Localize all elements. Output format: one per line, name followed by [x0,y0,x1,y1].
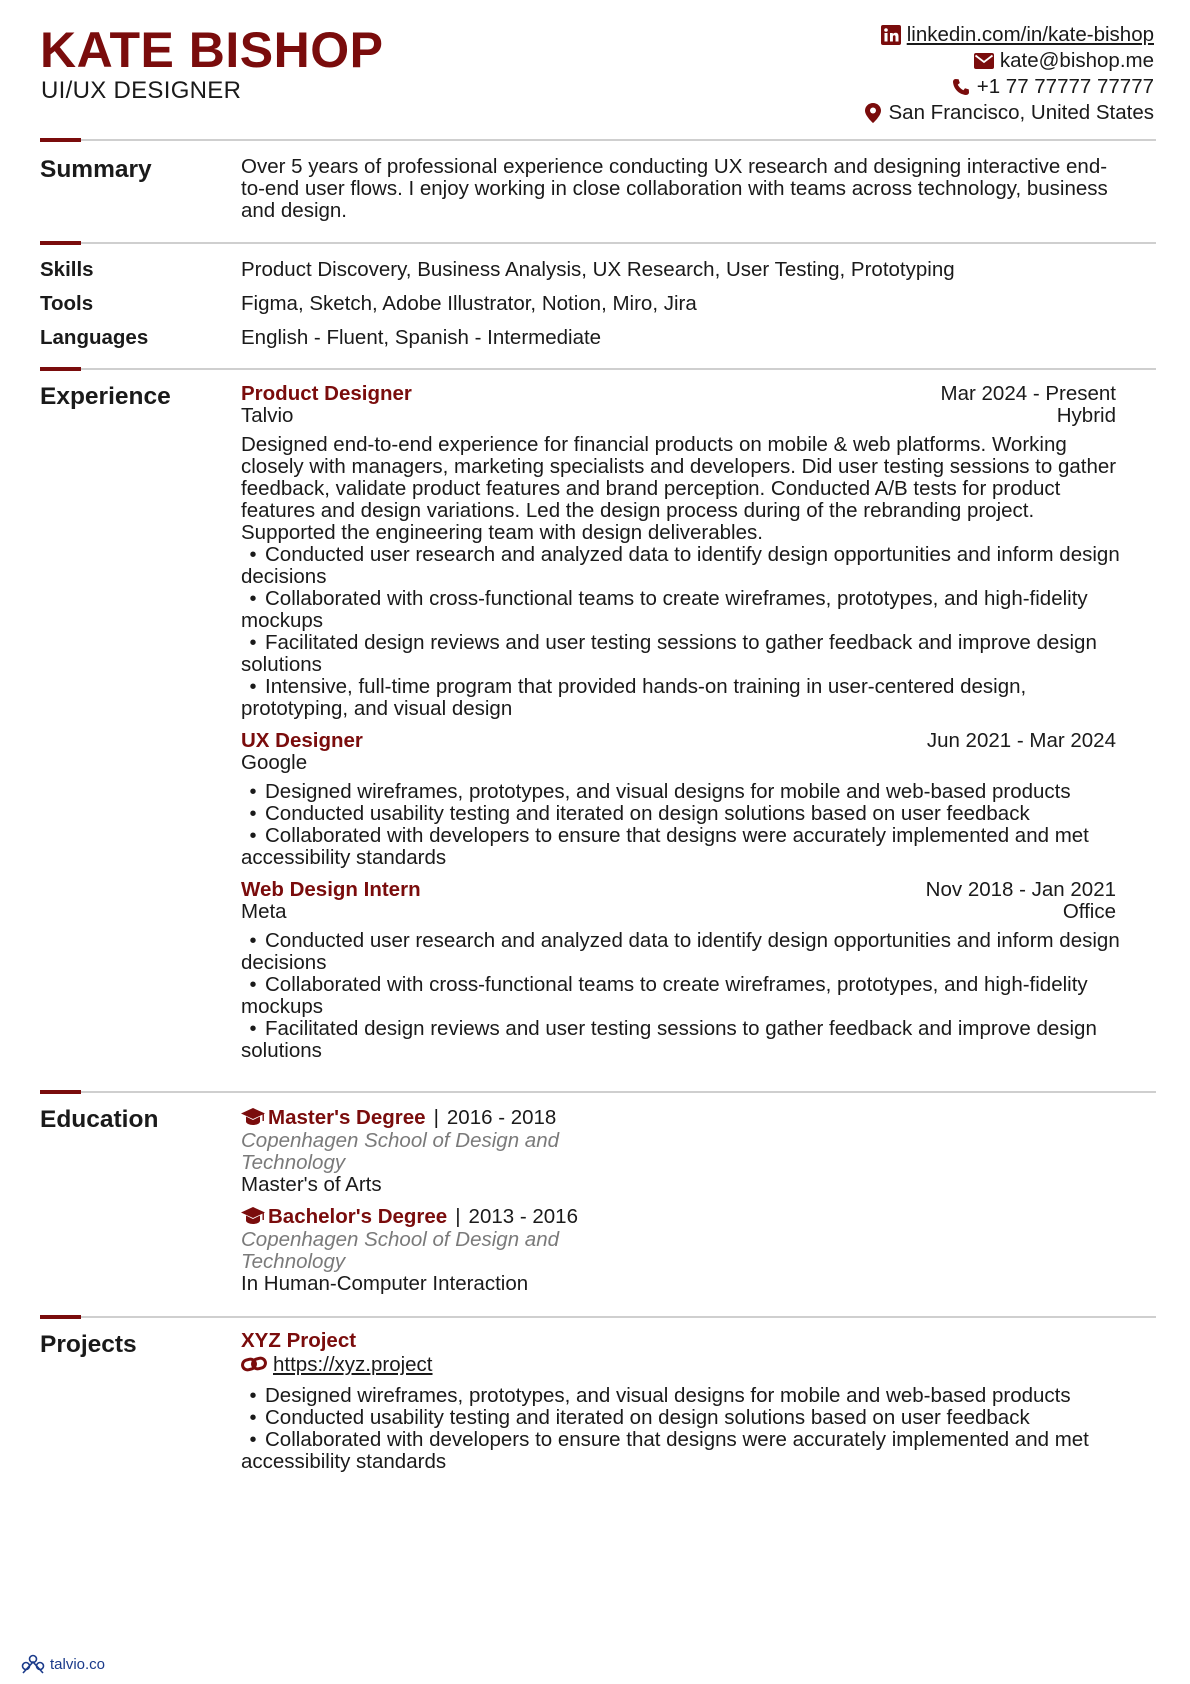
job-entry [241,730,1156,869]
project-bullet: • Collaborated with developers to ensure that designs were accurately implemented and met accessibility standards [241,1429,1156,1473]
job-title: Product Designer [241,382,412,405]
project-link-row [241,1352,1156,1378]
education-section [40,1091,1156,1311]
degree-title: Bachelor's Degree [268,1205,448,1228]
section-divider [40,139,1156,141]
education-entry [241,1205,1156,1295]
job-bullet: • Conducted usability testing and iterated on design solutions based on user feedback [241,803,1156,825]
job-date: Jun 2021 - Mar 2024 [926,729,1116,752]
languages-label: Languages [40,326,149,349]
project-name: XYZ Project [241,1329,357,1352]
location-pin-icon [863,103,883,123]
degree-field: Master's of Arts [241,1173,382,1196]
footer-brand-text: talvio.co [50,1655,106,1673]
contact-list [863,22,1155,126]
job-bullet: • Designed wireframes, prototypes, and visual designs for mobile and web-based products [241,781,1156,803]
degree-field: In Human-Computer Interaction [241,1272,529,1295]
candidate-role: UI/UX DESIGNER [41,77,242,104]
footer-brand[interactable] [20,1653,105,1675]
job-bullet: • Collaborated with cross-functional teams to create wireframes, prototypes, and high-fidelity mockups [241,588,1156,632]
tools-label: Tools [40,292,94,315]
education-entry [241,1106,1156,1196]
tools-row [40,292,1156,318]
education-title: Education [40,1106,159,1133]
degree-separator: | [433,1106,439,1129]
talvio-logo-icon [20,1653,46,1675]
resume-header [40,22,1154,132]
linkedin-link[interactable]: linkedin.com/in/kate-bishop [906,23,1154,46]
section-divider [40,1091,1156,1093]
envelope-icon [974,51,994,71]
job-location: Hybrid [1056,404,1116,427]
location-text: San Francisco, United States [888,101,1154,124]
job-company: Google [241,751,308,774]
job-date: Nov 2018 - Jan 2021 [925,878,1116,901]
job-bullet: • Conducted user research and analyzed data to identify design opportunities and inform design decisions [241,544,1156,588]
experience-title: Experience [40,383,171,410]
degree-separator: | [455,1205,461,1228]
link-icon [241,1355,267,1375]
summary-section [40,139,1156,239]
job-company: Meta [241,900,287,923]
phone-text: +1 77 77777 77777 [976,75,1154,98]
job-bullet: • Conducted user research and analyzed data to identify design opportunities and inform design decisions [241,930,1156,974]
linkedin-icon [881,25,901,45]
contact-location [863,100,1155,126]
projects-section [40,1316,1156,1516]
section-divider [40,368,1156,370]
phone-icon [951,77,971,97]
job-bullet: • Facilitated design reviews and user testing sessions to gather feedback and improve design solutions [241,632,1156,676]
school-name: Copenhagen School of Design and Technology [241,1129,559,1174]
summary-title: Summary [40,156,152,183]
job-bullet: • Collaborated with cross-functional teams to create wireframes, prototypes, and high-fidelity mockups [241,974,1156,1018]
skills-section [40,242,1156,362]
job-company: Talvio [241,404,294,427]
section-divider [40,1316,1156,1318]
job-bullet: • Facilitated design reviews and user testing sessions to gather feedback and improve design solutions [241,1018,1156,1062]
section-divider [40,242,1156,244]
job-title: Web Design Intern [241,878,421,901]
project-bullet: • Designed wireframes, prototypes, and visual designs for mobile and web-based products [241,1385,1156,1407]
job-title: UX Designer [241,729,363,752]
contact-phone [863,74,1155,100]
job-date: Mar 2024 - Present [940,382,1116,405]
school-name: Copenhagen School of Design and Technology [241,1228,559,1273]
skills-value: Product Discovery, Business Analysis, UX Research, User Testing, Prototyping [241,258,955,281]
projects-title: Projects [40,1331,137,1358]
project-bullet: • Conducted usability testing and iterated on design solutions based on user feedback [241,1407,1156,1429]
degree-title: Master's Degree [268,1106,426,1129]
contact-linkedin [863,22,1155,48]
experience-section [40,368,1156,1088]
tools-value: Figma, Sketch, Adobe Illustrator, Notion, Miro, Jira [241,292,697,315]
email-text[interactable]: kate@bishop.me [999,49,1154,72]
graduation-cap-icon [241,1206,265,1228]
skills-row [40,258,1156,284]
candidate-name: KATE BISHOP [40,22,384,78]
skills-label: Skills [40,258,94,281]
job-entry [241,879,1156,1062]
job-bullet: • Collaborated with developers to ensure that designs were accurately implemented and met accessibility standards [241,825,1156,869]
languages-row [40,326,1156,352]
languages-value: English - Fluent, Spanish - Intermediate [241,326,602,349]
contact-email [863,48,1155,74]
job-location: Office [1062,900,1116,923]
job-entry [241,383,1156,720]
graduation-cap-icon [241,1107,265,1129]
job-bullet: • Intensive, full-time program that provided hands-on training in user-centered design, prototyping, and visual design [241,676,1156,720]
job-description: Designed end-to-end experience for financial products on mobile & web platforms. Working closely with managers, marketing specialists and developers. Did user testing sessions to gather feedback, validate product features and brand perception. Conducted A/B tests for product features and design variations. Led the design process during of the rebranding project. Supported the engineering team with design deliverables. [241,433,1117,544]
project-url[interactable]: https://xyz.project [273,1353,433,1376]
degree-years: 2013 - 2016 [468,1205,578,1228]
summary-text: Over 5 years of professional experience conducting UX research and designing interactive end-to-end user flows. I enjoy working in close collaboration with teams across technology, business and design. [241,155,1108,222]
degree-years: 2016 - 2018 [446,1106,557,1129]
